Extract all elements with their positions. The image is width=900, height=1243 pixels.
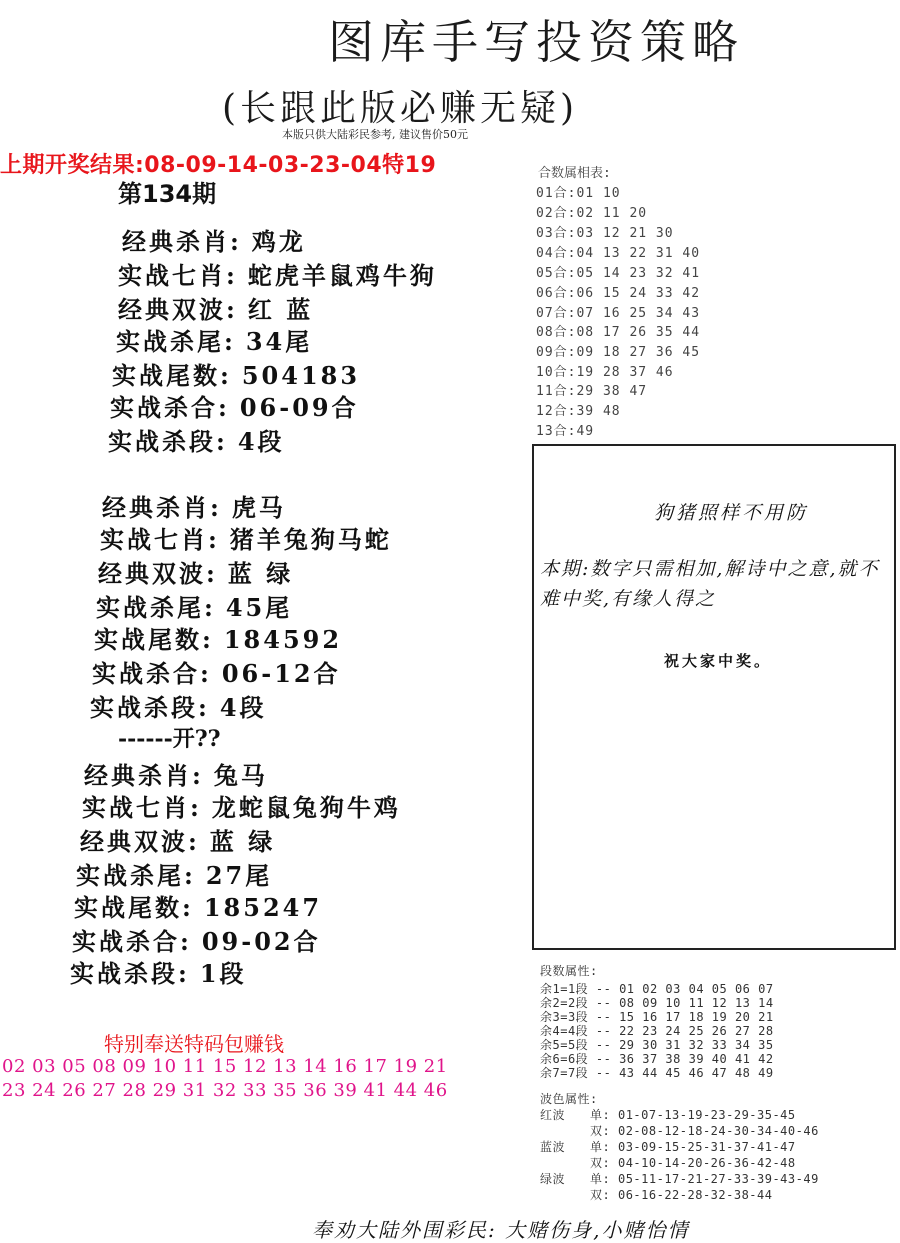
pick-value: 龙蛇鼠兔狗牛鸡 — [211, 793, 401, 822]
wave-nums: 04-10-14-20-26-36-42-48 — [617, 1156, 796, 1170]
wave-table-row — [540, 1138, 796, 1155]
wave-nums: 05-11-17-21-27-33-39-43-49 — [617, 1172, 819, 1186]
pick-label: 经典双波: — [98, 559, 218, 588]
he-table-row: 12合:39 48 — [536, 404, 621, 419]
pick-value: 185247 — [203, 893, 323, 922]
wave-table-title: 波色属性: — [540, 1092, 598, 1106]
pick-label: 实战尾数: — [112, 361, 232, 390]
pick-value: 4段 — [237, 427, 285, 456]
wave-kind: 单: — [590, 1140, 611, 1154]
pick-value: 猪羊兔狗马蛇 — [229, 525, 392, 554]
pick-row — [100, 520, 392, 555]
pick-label: 经典双波: — [80, 827, 200, 856]
pick-value: 45尾 — [225, 593, 293, 622]
gift-numbers-line: 23 24 26 27 28 29 31 32 33 35 36 39 41 44 46 — [2, 1080, 448, 1101]
wave-kind: 单: — [590, 1172, 611, 1186]
pick-label: 实战杀段: — [90, 693, 210, 722]
wave-nums: 06-16-22-28-32-38-44 — [617, 1188, 773, 1202]
page-title: 图库手写投资策略 — [328, 15, 744, 69]
pick-row — [98, 554, 293, 589]
pick-value: 06-09合 — [239, 393, 359, 422]
wave-name: 蓝波 — [540, 1140, 566, 1154]
pick-row — [118, 290, 313, 325]
duan-table-row: 余3=3段 -- 15 16 17 18 19 20 21 — [540, 1010, 774, 1024]
pick-row — [92, 654, 341, 689]
wave-name: 红波 — [540, 1108, 566, 1122]
he-table-row: 05合:05 14 23 32 41 — [536, 266, 701, 281]
duan-table-title: 段数属性: — [540, 964, 598, 978]
pick-value: 虎马 — [231, 493, 286, 522]
he-table-row: 01合:01 10 — [536, 186, 621, 201]
pick-row — [90, 688, 267, 723]
pick-label: 实战尾数: — [74, 893, 194, 922]
pick-row — [70, 954, 247, 989]
gift-numbers-line: 02 03 05 08 09 10 11 15 12 13 14 16 17 19 21 — [2, 1056, 448, 1077]
poem-wish: 祝大家中奖。 — [664, 652, 773, 670]
pick-row — [96, 588, 292, 623]
wave-name: 绿波 — [540, 1172, 566, 1186]
pick-label: 经典双波: — [118, 295, 238, 324]
wave-table-row — [540, 1186, 772, 1203]
poem-body: 本期:数字只需相加,解诗中之意,就不难中奖,有缘人得之 — [540, 558, 880, 610]
wave-table-row — [540, 1170, 819, 1187]
he-table-row: 09合:09 18 27 36 45 — [536, 345, 701, 360]
pick-label: 实战杀尾: — [116, 327, 236, 356]
pick-value: 09-02合 — [201, 927, 321, 956]
pick-label: 实战杀合: — [92, 659, 212, 688]
pick-value: 06-12合 — [221, 659, 341, 688]
he-table-row: 07合:07 16 25 34 43 — [536, 306, 701, 321]
duan-table-row: 余2=2段 -- 08 09 10 11 12 13 14 — [540, 996, 774, 1010]
pick-row — [80, 822, 275, 857]
pick-value: 蓝 绿 — [227, 559, 294, 588]
he-table-row: 03合:03 12 21 30 — [536, 226, 674, 241]
pick-row — [74, 888, 322, 923]
pick-value: 34尾 — [245, 327, 313, 356]
pick-label: 实战杀尾: — [96, 593, 216, 622]
he-table-row: 02合:02 11 20 — [536, 206, 648, 221]
pick-row — [76, 856, 272, 891]
pick-label: 实战杀段: — [108, 427, 228, 456]
pick-label: 实战杀合: — [110, 393, 230, 422]
he-table-row: 04合:04 13 22 31 40 — [536, 246, 701, 261]
he-table-row: 13合:49 — [536, 424, 595, 439]
pick-value: 27尾 — [205, 861, 273, 890]
wave-kind: 双: — [590, 1124, 611, 1138]
he-table-row: 11合:29 38 47 — [536, 384, 648, 399]
pick-label: 实战七肖: — [118, 261, 238, 290]
duan-table-row: 余6=6段 -- 36 37 38 39 40 41 42 — [540, 1052, 774, 1066]
wave-kind: 双: — [590, 1188, 611, 1202]
pick-label: 经典杀肖: — [102, 493, 222, 522]
wave-nums: 02-08-12-18-24-30-34-40-46 — [617, 1124, 819, 1138]
pick-value: 鸡龙 — [251, 227, 306, 256]
pick-row — [82, 788, 401, 823]
pick-row — [94, 620, 342, 655]
price-note: 本版只供大陆彩民参考, 建议售价50元 — [282, 128, 468, 141]
pick-value: 184592 — [223, 625, 343, 654]
duan-table-row: 余7=7段 -- 43 44 45 46 47 48 49 — [540, 1066, 774, 1080]
pick-row — [108, 422, 285, 457]
page-subtitle: (长跟此版必赚无疑) — [222, 88, 579, 129]
he-table-title: 合数属相表: — [538, 166, 611, 181]
pick-value: 红 蓝 — [247, 295, 314, 324]
pick-label: 实战尾数: — [94, 625, 214, 654]
pick-label: 经典杀肖: — [122, 227, 242, 256]
duan-table-row: 余1=1段 -- 01 02 03 04 05 06 07 — [540, 982, 774, 996]
pick-row — [102, 488, 286, 523]
gift-title: 特别奉送特码包赚钱 — [104, 1032, 284, 1056]
pick-value: 蓝 绿 — [209, 827, 276, 856]
pick-label: 实战杀尾: — [76, 861, 196, 890]
duan-table-row: 余5=5段 -- 29 30 31 32 33 34 35 — [540, 1038, 774, 1052]
pick-row — [118, 256, 437, 291]
pick-label: 经典杀肖: — [84, 761, 204, 790]
footer-advice: 奉劝大陆外围彩民: 大赌伤身,小赌怡情 — [312, 1218, 690, 1242]
wave-table-row — [540, 1106, 796, 1123]
pick-label: 实战杀合: — [72, 927, 192, 956]
pick-value: 504183 — [241, 361, 361, 390]
pick-row — [72, 922, 321, 957]
pick-label: 实战杀段: — [70, 959, 190, 988]
wave-kind: 单: — [590, 1108, 611, 1122]
duan-table-row: 余4=4段 -- 22 23 24 25 26 27 28 — [540, 1024, 774, 1038]
he-table-row: 10合:19 28 37 46 — [536, 365, 674, 380]
result-separator: ------开?? — [118, 726, 221, 752]
pick-label: 实战七肖: — [82, 793, 202, 822]
pick-value: 4段 — [219, 693, 267, 722]
pick-row — [84, 756, 268, 791]
pick-row — [112, 356, 360, 391]
pick-value: 1段 — [199, 959, 247, 988]
pick-value: 蛇虎羊鼠鸡牛狗 — [247, 261, 437, 290]
wave-table-row — [540, 1122, 819, 1139]
wave-table-row — [540, 1154, 796, 1171]
pick-label: 实战七肖: — [100, 525, 220, 554]
wave-kind: 双: — [590, 1156, 611, 1170]
last-draw-result: 上期开奖结果:08-09-14-03-23-04特19 — [0, 153, 437, 178]
pick-row — [116, 322, 312, 357]
wave-nums: 01-07-13-19-23-29-35-45 — [617, 1108, 796, 1122]
pick-row — [110, 388, 359, 423]
pick-row — [122, 222, 306, 257]
he-table-row: 06合:06 15 24 33 42 — [536, 286, 701, 301]
he-table-row: 08合:08 17 26 35 44 — [536, 325, 701, 340]
pick-value: 兔马 — [213, 761, 268, 790]
wave-nums: 03-09-15-25-31-37-41-47 — [617, 1140, 796, 1154]
issue-number: 第134期 — [118, 180, 217, 208]
poem-heading: 狗猪照样不用防 — [654, 502, 809, 524]
